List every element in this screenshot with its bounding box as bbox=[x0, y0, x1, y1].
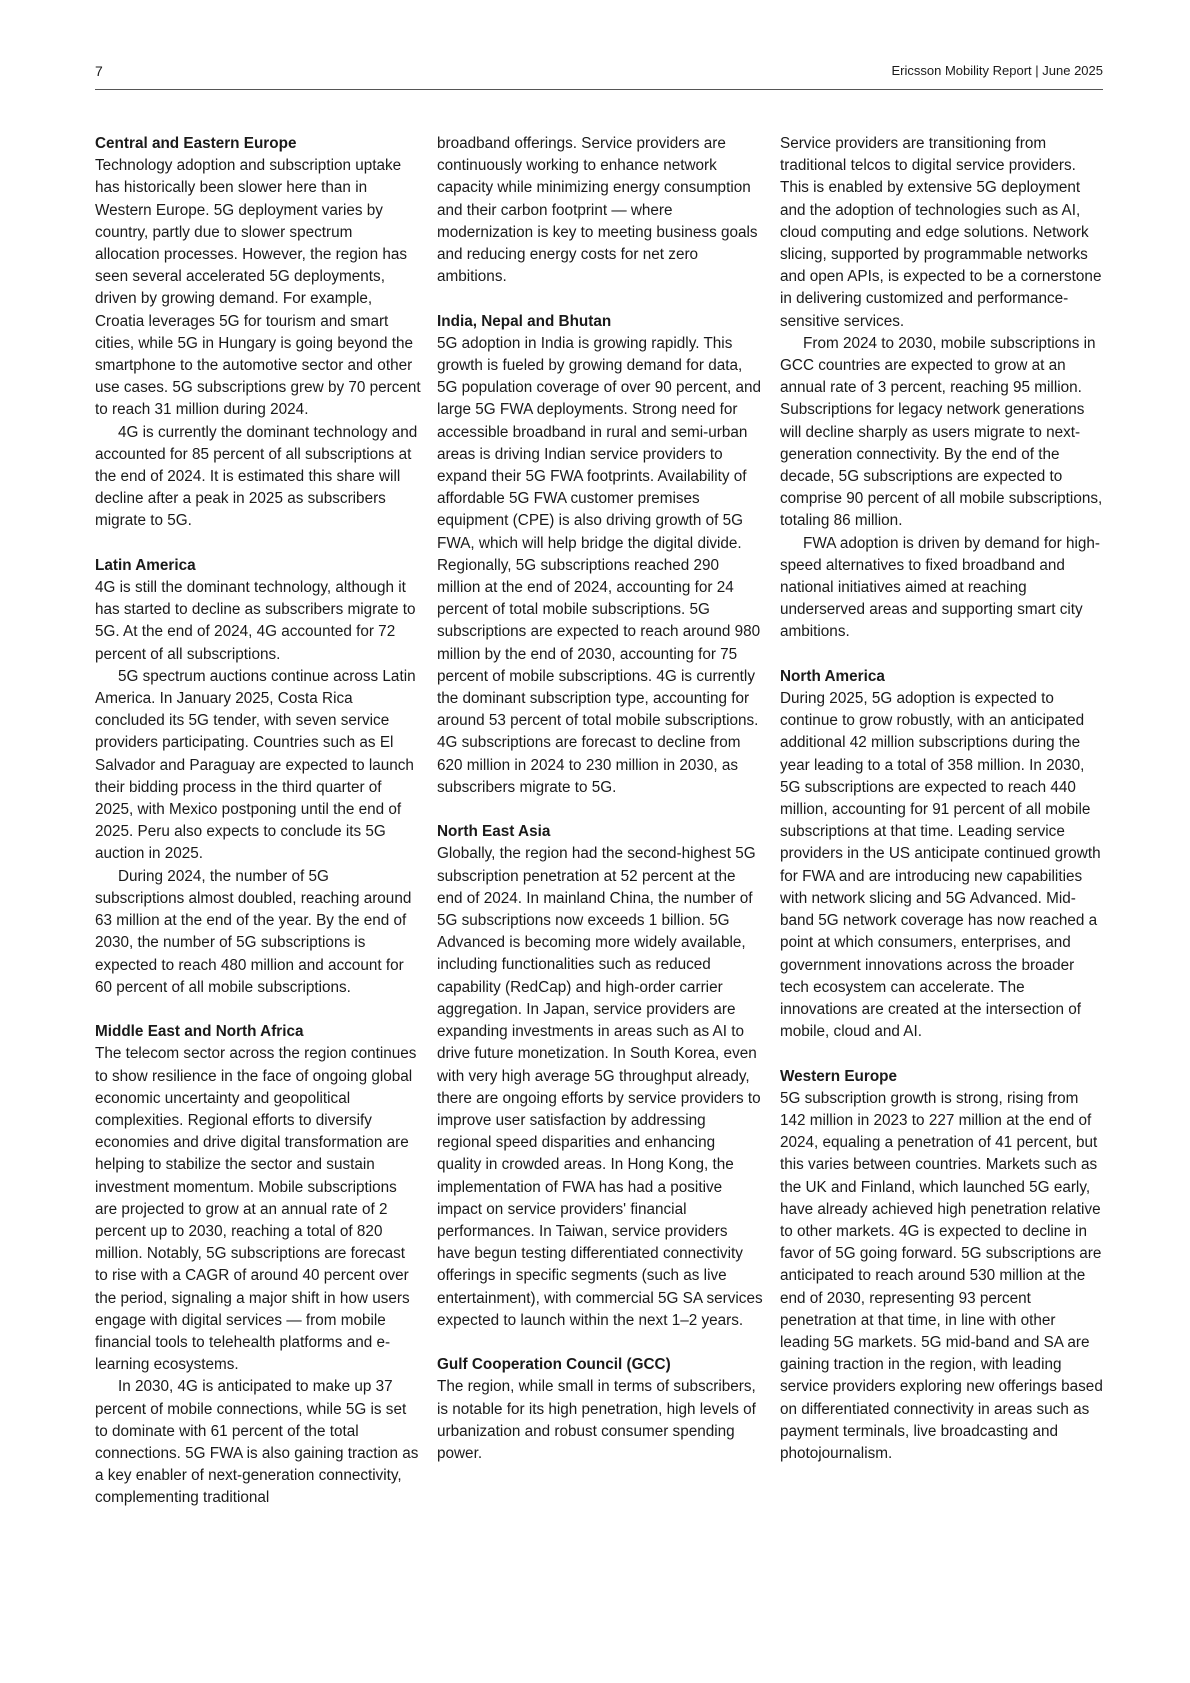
section-spacer bbox=[95, 999, 421, 1021]
body-paragraph: Service providers are transitioning from traditional telcos to digital service providers. This is enabled by extensive 5G deployment and the adoption of technologies such as AI, cloud computing and edge solutions. Network slicing, supported by programmable networks and open APIs, is expected to be a cornerstone in delivering customized and performance-sensitive services. bbox=[780, 135, 1102, 330]
body-paragraph: The region, while small in terms of subscribers, is notable for its high penetration, high levels of urbanization and robust consumer spending power. bbox=[437, 1378, 756, 1462]
body-paragraph: Globally, the region had the second-highest 5G subscription penetration at 52 percent at the end of 2024. In mainland China, the number of 5G subscriptions now exceeds 1 billion. 5G Advanced is becoming more widely available, including functionalities such as reduced capability (RedCap) and high-order carrier aggregation. In Japan, service providers are expanding investments in areas such as AI to drive future monetization. In South Korea, even with very high average 5G throughput already, there are ongoing efforts by service providers to improve user satisfaction by addressing regional speed disparities and enhancing quality in crowded areas. In Hong Kong, the implementation of FWA has had a positive impact on service providers' financial performances. In Taiwan, service providers have begun testing differentiated connectivity offerings in specific segments (such as live entertainment), with commercial 5G SA services expected to launch within the next 1–2 years. bbox=[437, 845, 763, 1329]
section-heading: Latin America bbox=[95, 556, 196, 574]
body-paragraph-indented: FWA adoption is driven by demand for high-speed alternatives to fixed broadband and national initiatives aimed at reaching underserved areas and supporting smart city ambitions. bbox=[780, 534, 1101, 641]
report-title: Ericsson Mobility Report | June 2025 bbox=[891, 63, 1103, 78]
header-divider bbox=[95, 89, 1103, 90]
section-spacer bbox=[437, 288, 763, 310]
text-column-2 bbox=[437, 133, 763, 1465]
body-paragraph: 5G subscription growth is strong, rising from 142 million in 2023 to 227 million at the end of 2024, equaling a penetration of 41 percent, but this varies between countries. Markets such as the UK and Finland, which launched 5G early, have already achieved high penetration relative to other markets. 4G is expected to decline in favor of 5G going forward. 5G subscriptions are anticipated to reach around 530 million at the end of 2030, representing 93 percent penetration at that time, in line with other leading 5G markets. 5G mid-band and SA are gaining traction in the region, with leading service providers exploring new offerings based on differentiated connectivity in areas such as payment terminals, live broadcasting and photojournalism. bbox=[780, 1089, 1103, 1462]
body-paragraph: The telecom sector across the region continues to show resilience in the face of ongoing global economic uncertainty and geopolitical complexities. Regional efforts to diversify economies and drive digital transformation are helping to stabilize the sector and sustain investment momentum. Mobile subscriptions are projected to grow at an annual rate of 2 percent up to 2030, reaching a total of 820 million. Notably, 5G subscriptions are forecast to rise with a CAGR of around 40 percent over the period, signaling a major shift in how users engage with digital services — from mobile financial tools to telehealth platforms and e-learning ecosystems. bbox=[95, 1045, 417, 1374]
text-column-3 bbox=[780, 133, 1106, 1465]
body-paragraph-indented: During 2024, the number of 5G subscriptions almost doubled, reaching around 63 million at the end of the year. By the end of 2030, the number of 5G subscriptions is expected to reach 480 million and account for 60 percent of all mobile subscriptions. bbox=[95, 867, 412, 996]
section-heading: Western Europe bbox=[780, 1067, 898, 1085]
page-number: 7 bbox=[95, 63, 103, 79]
page-header bbox=[95, 63, 1103, 89]
body-paragraph: 5G adoption in India is growing rapidly. This growth is fueled by growing demand for data, 5G population coverage of over 90 percent, and large 5G FWA deployments. Strong need for accessible broadband in rural and semi-urban areas is driving Indian service providers to expand their 5G FWA footprints. Availability of affordable 5G FWA customer premises equipment (CPE) is also driving growth of 5G FWA, which will help bridge the digital divide. Regionally, 5G subscriptions reached 290 million at the end of 2024, accounting for 24 percent of total mobile subscriptions. 5G subscriptions are expected to reach around 980 million by the end of 2030, accounting for 75 percent of mobile subscriptions. 4G is currently the dominant subscription type, accounting for around 53 percent of total mobile subscriptions. 4G subscriptions are forecast to decline from 620 million in 2024 to 230 million in 2030, as subscribers migrate to 5G. bbox=[437, 334, 762, 796]
body-paragraph: broadband offerings. Service providers are continuously working to enhance network capacity while minimizing energy consumption and their carbon footprint — where modernization is key to meeting business goals and reducing energy costs for net zero ambitions. bbox=[437, 135, 758, 286]
body-paragraph: Technology adoption and subscription uptake has historically been slower here than in Western Europe. 5G deployment varies by country, partly due to slower spectrum allocation processes. However, the region has seen several accelerated 5G deployments, driven by growing demand. For example, Croatia leverages 5G for tourism and smart cities, while 5G in Hungary is going beyond the smartphone to the automotive sector and other use cases. 5G subscriptions grew by 70 percent to reach 31 million during 2024. bbox=[95, 157, 421, 419]
section-heading: Central and Eastern Europe bbox=[95, 135, 297, 152]
section-spacer bbox=[437, 799, 763, 821]
section-heading: Gulf Cooperation Council (GCC) bbox=[437, 1356, 671, 1374]
section-heading: North America bbox=[780, 667, 885, 685]
body-paragraph: During 2025, 5G adoption is expected to continue to grow robustly, with an anticipated additional 42 million subscriptions during the year leading to a total of 358 million. In 2030, 5G subscriptions are expected to reach 440 million, accounting for 91 percent of all mobile subscriptions at that time. Leading service providers in the US anticipate continued growth for FWA and are introducing new capabilities with network slicing and 5G Advanced. Mid-band 5G network coverage has now reached a point at which consumers, enterprises, and government innovations across the broader tech ecosystem can accelerate. The innovations are created at the intersection of mobile, cloud and AI. bbox=[780, 690, 1101, 1041]
body-paragraph-indented: 4G is currently the dominant technology and accounted for 85 percent of all subscriptions at the end of 2024. It is estimated this share will decline after a peak in 2025 as subscribers migrate to 5G. bbox=[95, 423, 418, 530]
text-column-1 bbox=[95, 133, 421, 1510]
body-paragraph-indented: 5G spectrum auctions continue across Latin America. In January 2025, Costa Rica concluded its 5G tender, with seven service providers participating. Countries such as El Salvador and Paraguay are expected to launch their bidding process in the third quarter of 2025, with Mexico postponing until the end of 2025. Peru also expects to conclude its 5G auction in 2025. bbox=[95, 667, 416, 863]
section-heading: North East Asia bbox=[437, 823, 551, 841]
section-heading: India, Nepal and Bhutan bbox=[437, 312, 612, 330]
body-paragraph-indented: From 2024 to 2030, mobile subscriptions in GCC countries are expected to grow at an annual rate of 3 percent, reaching 95 million. Subscriptions for legacy network generations will decline sharply as users migrate to next-generation connectivity. By the end of the decade, 5G subscriptions are expected to comprise 90 percent of all mobile subscriptions, totaling 86 million. bbox=[780, 334, 1103, 530]
section-spacer bbox=[780, 644, 1106, 666]
section-spacer bbox=[780, 1043, 1106, 1065]
section-heading: Middle East and North Africa bbox=[95, 1023, 304, 1041]
section-spacer bbox=[95, 533, 421, 555]
section-spacer bbox=[437, 1332, 763, 1354]
body-paragraph: 4G is still the dominant technology, although it has started to decline as subscribers migrate to 5G. At the end of 2024, 4G accounted for 72 percent of all subscriptions. bbox=[95, 579, 416, 663]
body-paragraph-indented: In 2030, 4G is anticipated to make up 37 percent of mobile connections, while 5G is set to dominate with 61 percent of the total connections. 5G FWA is also gaining traction as a key enabler of next-generation connectivity, complementing traditional bbox=[95, 1378, 419, 1507]
